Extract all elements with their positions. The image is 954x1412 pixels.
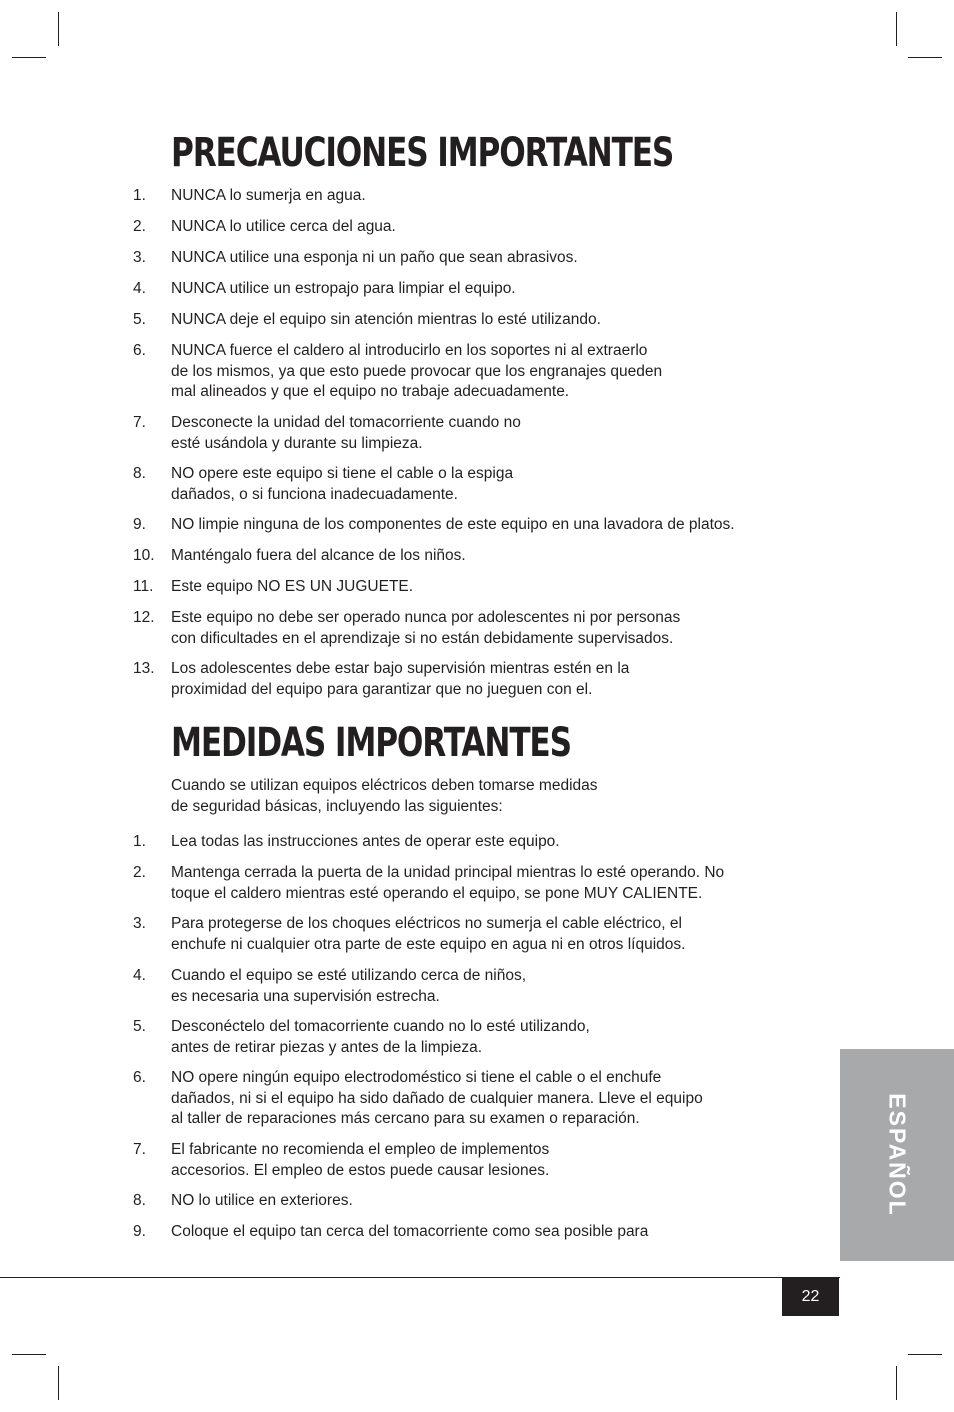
- item-text: NUNCA lo sumerja en agua.: [171, 187, 366, 204]
- item-text: NO opere este equipo si tiene el cable o la espiga dañados, o si funciona inadecuadamente.: [171, 465, 514, 503]
- crop-mark: [908, 1354, 942, 1355]
- item-number: 8.: [133, 1192, 146, 1209]
- item-text: NUNCA deje el equipo sin atención mientras lo esté utilizando.: [171, 311, 601, 328]
- item-number: 4.: [133, 967, 146, 984]
- item-text: Para protegerse de los choques eléctricos no sumerja el cable eléctrico, el enchufe ni cualquier otra parte de este equipo en agua ni en otros líquidos.: [171, 915, 686, 953]
- item-text: Este equipo no debe ser operado nunca por adolescentes ni por personas con dificultades en el aprendizaje si no están debidamente supervisados.: [171, 609, 681, 647]
- item-number: 9.: [133, 516, 146, 533]
- crop-mark: [896, 12, 897, 46]
- item-text: Desconecte la unidad del tomacorriente cuando no esté usándola y durante su limpieza.: [171, 414, 521, 452]
- item-number: 2.: [133, 864, 146, 881]
- item-text: Coloque el equipo tan cerca del tomacorriente como sea posible para: [171, 1223, 649, 1240]
- item-number: 5.: [133, 311, 146, 328]
- item-text: NO opere ningún equipo electrodoméstico si tiene el cable o el enchufe dañados, ni si el equipo ha sido dañado de cualquier manera. Lleve el equipo al taller de reparaciones más cercano para su examen o reparación.: [171, 1069, 703, 1127]
- item-number: 5.: [133, 1018, 146, 1035]
- item-number: 10.: [133, 547, 155, 564]
- crop-mark: [12, 1354, 46, 1355]
- page-number: 22: [782, 1278, 839, 1316]
- item-text: NO lo utilice en exteriores.: [171, 1192, 353, 1209]
- item-text: Lea todas las instrucciones antes de operar este equipo.: [171, 833, 560, 850]
- item-number: 9.: [133, 1223, 146, 1240]
- item-text: NO limpie ninguna de los componentes de este equipo en una lavadora de platos.: [171, 516, 735, 533]
- item-number: 12.: [133, 609, 155, 626]
- item-number: 6.: [133, 342, 146, 359]
- item-text: NUNCA fuerce el caldero al introducirlo en los soportes ni al extraerlo de los mismos, ya que esto puede provocar que los engranajes queden mal alineados y que el equipo no trabaje adecuadamente.: [171, 342, 663, 400]
- item-number: 7.: [133, 1141, 146, 1158]
- crop-mark: [896, 1366, 897, 1400]
- item-number: 6.: [133, 1069, 146, 1086]
- item-number: 3.: [133, 915, 146, 932]
- medidas-intro: Cuando se utilizan equipos eléctricos deben tomarse medidas de seguridad básicas, incluyendo las siguientes:: [171, 777, 598, 815]
- item-number: 2.: [133, 218, 146, 235]
- item-text: Este equipo NO ES UN JUGUETE.: [171, 578, 414, 595]
- crop-mark: [58, 12, 59, 46]
- crop-mark: [58, 1366, 59, 1400]
- item-number: 8.: [133, 465, 146, 482]
- item-text: Los adolescentes debe estar bajo supervisión mientras estén en la proximidad del equipo para garantizar que no jueguen con el.: [171, 660, 630, 698]
- language-tab: [840, 1049, 954, 1261]
- item-number: 7.: [133, 414, 146, 431]
- item-number: 1.: [133, 833, 146, 850]
- precauciones-heading: PRECAUCIONES IMPORTANTES: [171, 130, 674, 176]
- language-tab-label: ESPAÑOL: [884, 1093, 911, 1217]
- item-text: Mantenga cerrada la puerta de la unidad principal mientras lo esté operando. No toque el caldero mientras esté operando el equipo, se pone MUY CALIENTE.: [171, 864, 725, 902]
- item-number: 13.: [133, 660, 155, 677]
- crop-mark: [12, 57, 46, 58]
- crop-mark: [908, 57, 942, 58]
- item-text: NUNCA lo utilice cerca del agua.: [171, 218, 396, 235]
- item-number: 4.: [133, 280, 146, 297]
- item-number: 1.: [133, 187, 146, 204]
- item-text: Manténgalo fuera del alcance de los niños.: [171, 547, 466, 564]
- item-number: 3.: [133, 249, 146, 266]
- item-text: Cuando el equipo se esté utilizando cerca de niños, es necesaria una supervisión estrecha.: [171, 967, 527, 1005]
- item-number: 11.: [133, 578, 154, 595]
- item-text: Desconéctelo del tomacorriente cuando no lo esté utilizando, antes de retirar piezas y antes de la limpieza.: [171, 1018, 590, 1056]
- item-text: El fabricante no recomienda el empleo de implementos accesorios. El empleo de estos puede causar lesiones.: [171, 1141, 550, 1179]
- item-text: NUNCA utilice un estropajo para limpiar el equipo.: [171, 280, 516, 297]
- footer-rule: [0, 1277, 840, 1278]
- medidas-heading: MEDIDAS IMPORTANTES: [171, 720, 571, 766]
- item-text: NUNCA utilice una esponja ni un paño que sean abrasivos.: [171, 249, 578, 266]
